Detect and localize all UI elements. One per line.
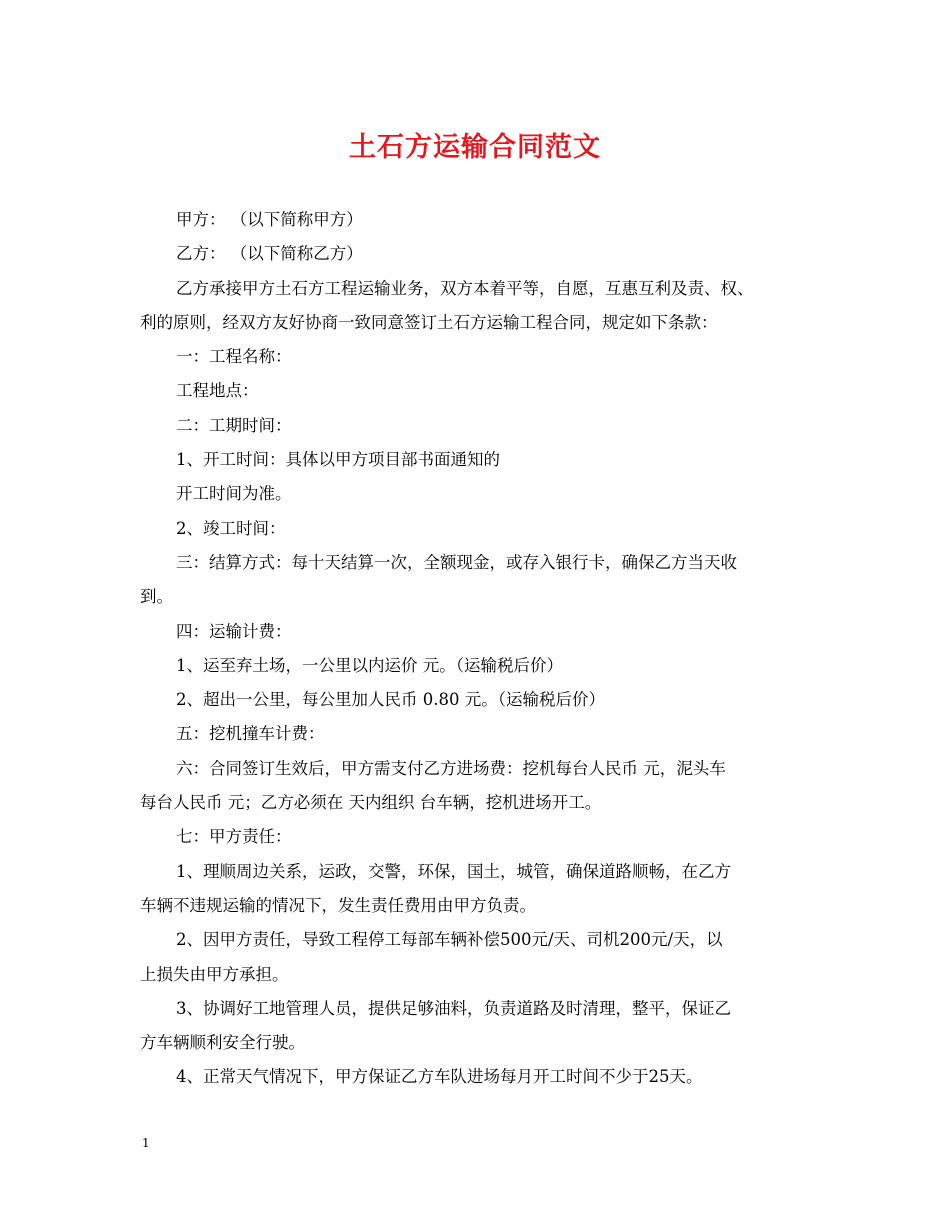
section-5-heading: 五：挖机撞车计费： — [176, 724, 325, 744]
duty-3-line-1: 3、协调好工地管理人员，提供足够油料，负责道路及时清理，整平，保证乙 — [176, 998, 731, 1018]
duty-1-line-2: 车辆不违规运输的情况下，发生责任费用由甲方负责。 — [140, 895, 536, 915]
page-title: 土石方运输合同范文 — [349, 132, 601, 163]
fee-item-2: 2、超出一公里，每公里加人民币 0.80 元。（运输税后价） — [176, 690, 605, 710]
duty-3-line-2: 方车辆顺利安全行驶。 — [140, 1033, 305, 1053]
section-3-line-2: 到。 — [140, 587, 173, 607]
preamble-line-2: 利的原则，经双方友好协商一致同意签订土石方运输工程合同，规定如下条款： — [140, 312, 718, 332]
duty-2-line-1: 2、因甲方责任，导致工程停工每部车辆补偿500元/天、司机200元/天，以 — [176, 930, 723, 950]
project-location-line: 工程地点： — [176, 381, 259, 401]
duty-1-line-1: 1、理顺周边关系，运政，交警，环保，国土，城管，确保道路顺畅，在乙方 — [176, 861, 731, 881]
section-2-heading: 二：工期时间： — [176, 415, 292, 435]
completion-time-line: 2、竣工时间： — [176, 518, 286, 538]
section-7-heading: 七：甲方责任： — [176, 827, 292, 847]
section-1-heading: 一：工程名称： — [176, 347, 292, 367]
start-time-line-1: 1、开工时间：具体以甲方项目部书面通知的 — [176, 450, 500, 470]
fee-item-1: 1、运至弃土场，一公里以内运价 元。（运输税后价） — [176, 655, 563, 675]
section-3-line-1: 三：结算方式：每十天结算一次，全额现金，或存入银行卡，确保乙方当天收 — [176, 552, 737, 572]
section-6-line-2: 每台人民币 元；乙方必须在 天内组织 台车辆，挖机进场开工。 — [140, 793, 602, 813]
section-6-line-1: 六：合同签订生效后，甲方需支付乙方进场费：挖机每台人民币 元，泥头车 — [176, 758, 726, 778]
party-b-line: 乙方： （以下简称乙方） — [176, 244, 363, 264]
duty-2-line-2: 上损失由甲方承担。 — [140, 964, 289, 984]
document-body — [140, 203, 812, 1095]
party-a-line: 甲方： （以下简称甲方） — [176, 210, 363, 229]
duty-4-line: 4、正常天气情况下，甲方保证乙方车队进场每月开工时间不少于25天。 — [176, 1067, 703, 1087]
section-4-heading: 四：运输计费： — [176, 621, 292, 641]
preamble-line-1: 乙方承接甲方土石方工程运输业务，双方本着平等，自愿，互惠互利及责、权、 — [176, 278, 754, 298]
page-number: 1 — [142, 1136, 150, 1150]
start-time-line-2: 开工时间为准。 — [176, 484, 292, 504]
